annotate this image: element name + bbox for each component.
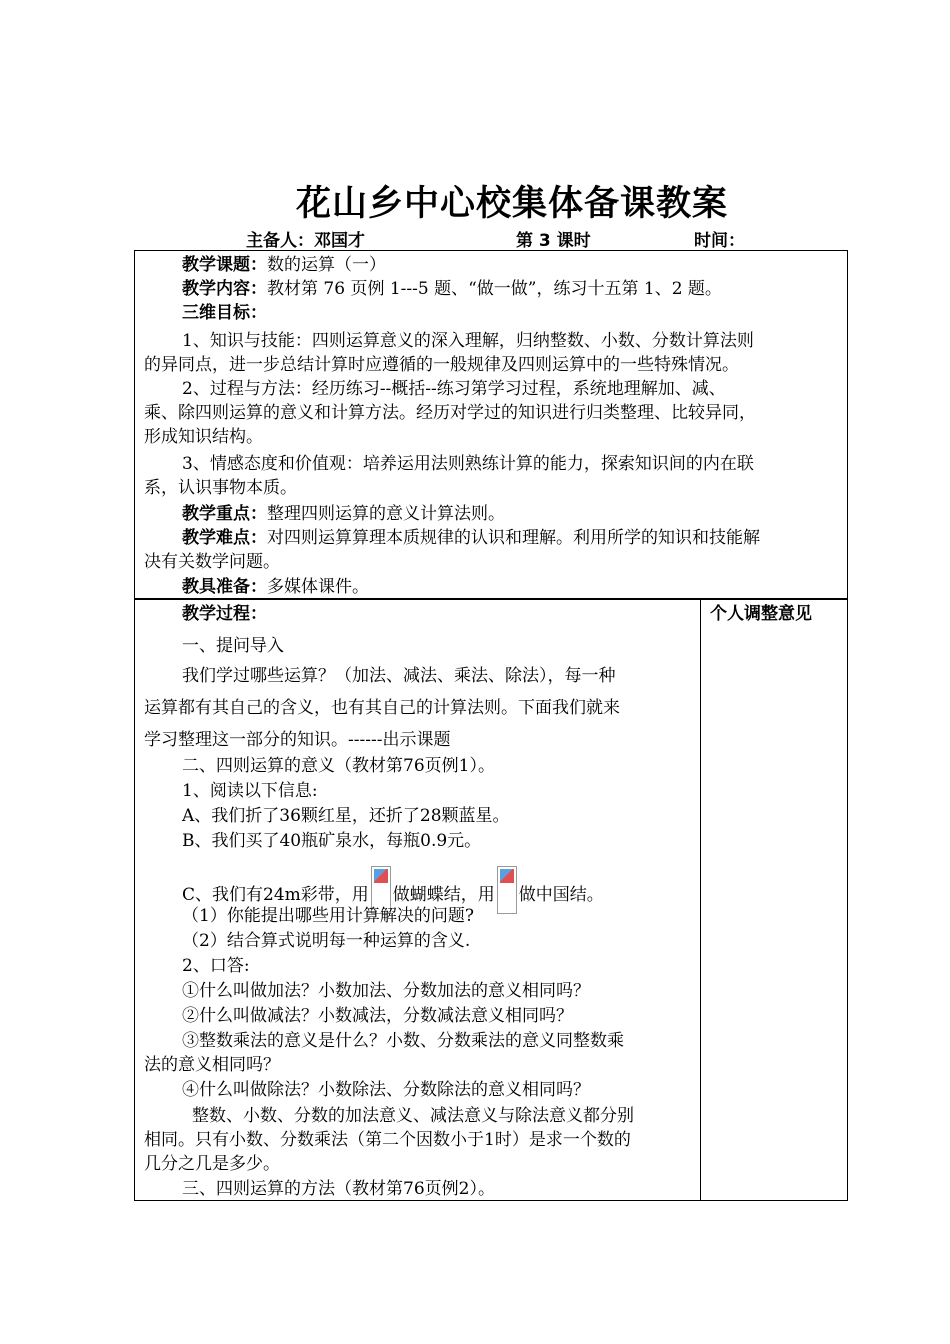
content-row <box>182 277 722 301</box>
goal-line: 系，认识事物本质。 <box>144 478 297 498</box>
process-line: ①什么叫做加法？小数加法、分数加法的意义相同吗？ <box>182 981 590 1001</box>
process-line: 1、阅读以下信息: <box>182 781 318 801</box>
goal-line: 形成知识结构。 <box>144 427 263 447</box>
process-line: ③整数乘法的意义是什么？小数、分数乘法的意义同整数乘 <box>182 1031 624 1051</box>
author-name: 邓国才 <box>314 231 365 251</box>
key-point-value: 整理四则运算的意义计算法则。 <box>267 504 505 524</box>
tools-label: 教具准备： <box>182 577 267 597</box>
process-line: 整数、小数、分数的加法意义、减法意义与除法意义都分别 <box>192 1106 634 1126</box>
difficulty-continued: 决有关数学问题。 <box>144 552 280 572</box>
process-line: B、我们买了40瓶矿泉水，每瓶0.9元。 <box>182 831 482 851</box>
broken-image-icon <box>497 866 517 914</box>
difficulty-row <box>182 526 760 550</box>
goal-line: 的异同点，进一步总结计算时应遵循的一般规律及四则运算中的一些特殊情况。 <box>144 355 739 375</box>
key-point-row <box>182 502 505 526</box>
process-line: （1）你能提出哪些用计算解决的问题? <box>182 906 474 926</box>
goal-line: 2、过程与方法：经历练习--概括--练习第学习过程，系统地理解加、减、 <box>182 379 726 399</box>
content-value: 教材第 76 页例 1---5 题、“做一做”，练习十五第 1、2 题。 <box>267 279 722 299</box>
tools-row <box>182 575 369 599</box>
process-line: 我们学过哪些运算？（加法、减法、乘法、除法），每一种 <box>182 666 616 686</box>
process-line: 相同。只有小数、分数乘法（第二个因数小于1时）是求一个数的 <box>144 1130 631 1150</box>
topic-value: 数的运算（一） <box>267 255 386 275</box>
topic-row <box>182 253 386 277</box>
time-label: 时间： <box>694 231 745 251</box>
process-line: 二、四则运算的意义（教材第76页例1）。 <box>182 756 495 776</box>
goal-line: 1、知识与技能：四则运算意义的深入理解，归纳整数、小数、分数计算法则 <box>182 331 754 351</box>
process-line: A、我们折了36颗红星，还折了28颗蓝星。 <box>182 806 510 826</box>
process-line: ④什么叫做除法？小数除法、分数除法的意义相同吗？ <box>182 1080 590 1100</box>
process-label: 教学过程： <box>182 604 267 624</box>
tools-value: 多媒体课件。 <box>267 577 369 597</box>
topic-label: 教学课题： <box>182 255 267 275</box>
process-line: 2、口答: <box>182 956 250 976</box>
process-line: 学习整理这一部分的知识。------出示课题 <box>144 730 451 750</box>
difficulty-label: 教学难点： <box>182 528 267 548</box>
content-label: 教学内容： <box>182 279 267 299</box>
process-line: 法的意义相同吗？ <box>144 1055 280 1075</box>
author-label: 主备人： <box>246 231 314 251</box>
process-line: 运算都有其自己的含义，也有其自己的计算法则。下面我们就来 <box>144 698 620 718</box>
line-c-text: 做中国结。 <box>518 885 604 905</box>
difficulty-value: 对四则运算算理本质规律的认识和理解。利用所学的知识和技能解 <box>267 528 760 548</box>
key-point-label: 教学重点： <box>182 504 267 524</box>
process-line: ②什么叫做减法？小数减法，分数减法意义相同吗？ <box>182 1006 573 1026</box>
column-divider <box>700 598 701 1201</box>
author-field <box>246 226 365 251</box>
lesson-number: 第 3 课时 <box>516 231 591 251</box>
goal-line: 3、情感态度和价值观：培养运用法则熟练计算的能力，探索知识间的内在联 <box>182 454 754 474</box>
process-line: 几分之几是多少。 <box>144 1154 280 1174</box>
process-line: 一、提问导入 <box>182 636 284 656</box>
process-line: 三、四则运算的方法（教材第76页例2）。 <box>182 1179 495 1199</box>
page-title: 花山乡中心校集体备课教案 <box>295 184 728 224</box>
process-line: （2）结合算式说明每一种运算的含义. <box>182 931 471 951</box>
line-c-text: C、我们有24m彩带，用 <box>182 885 369 905</box>
goal-line: 乘、除四则运算的意义和计算方法。经历对学过的知识进行归类整理、比较异同， <box>144 403 756 423</box>
goals-label: 三维目标： <box>182 303 267 323</box>
line-c-text: 做蝴蝶结，用 <box>392 885 495 905</box>
adjustment-column-label: 个人调整意见 <box>710 604 812 624</box>
